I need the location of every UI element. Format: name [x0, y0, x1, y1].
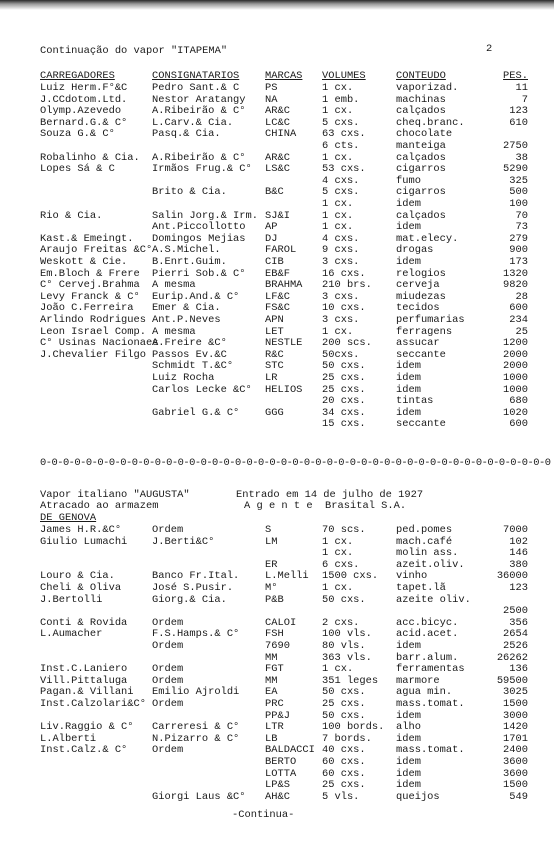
manifest-row-cell: 1 cx. — [322, 82, 354, 94]
manifest-row-weight: 3025 — [503, 686, 528, 699]
manifest-row-weight: 900 — [509, 244, 528, 257]
manifest-row-cell: 10 cxs. — [322, 302, 366, 315]
manifest-row-cell: idem — [396, 221, 421, 234]
manifest-row-weight: 610 — [509, 116, 528, 129]
manifest-row-cell: Pedro Sant.& C — [152, 82, 240, 94]
manifest-row-cell: Luiz Herm.F°&C — [40, 82, 128, 94]
manifest-row-cell: 1 cx. — [322, 535, 354, 548]
manifest-row-cell: F.S.Hamps.& C° — [152, 628, 240, 641]
manifest-row-cell: idem — [396, 709, 421, 722]
manifest-row-cell: PRC — [265, 698, 284, 710]
manifest-row-cell: LOTTA — [265, 767, 297, 780]
manifest-row-weight: 9820 — [503, 279, 528, 292]
manifest-row-cell: miudezas — [396, 290, 446, 303]
manifest-row-cell: Ordem — [152, 674, 184, 687]
manifest-row-cell: LB — [265, 732, 278, 745]
manifest-row-cell: fumo — [396, 174, 421, 187]
manifest-row-cell: PS — [265, 82, 278, 94]
manifest-row-cell: Lopes Sá & C — [40, 163, 115, 176]
manifest-row-cell: 100 bords. — [322, 721, 385, 734]
manifest-row-cell: 20 cxs. — [322, 395, 366, 408]
manifest-row-cell: 50 cxs. — [322, 360, 366, 373]
manifest-row-cell: azeit.oliv. — [396, 558, 465, 571]
manifest-row-cell: chocolate — [396, 128, 453, 141]
manifest-row-cell: 60 cxs. — [322, 756, 366, 768]
manifest-row-weight: 3600 — [503, 767, 528, 780]
manifest-row-cell: FSH — [265, 628, 284, 641]
manifest-row-cell: tapet.lã — [396, 582, 446, 594]
manifest-row-cell: Ordem — [152, 698, 184, 710]
manifest-row-cell: idem — [396, 383, 421, 396]
manifest-row-cell: James H.R.&C° — [40, 524, 122, 536]
manifest-row-weight: 2750 — [503, 140, 528, 152]
manifest-row-cell: Conti & Rovida — [40, 616, 128, 629]
manifest-row-cell: LC&C — [265, 116, 290, 129]
manifest-row-cell: perfumarias — [396, 314, 465, 326]
manifest-row-cell: Em.Bloch & Frere — [40, 267, 140, 280]
manifest-row-weight: 2654 — [503, 628, 528, 641]
vessel-name: Vapor italiano "AUGUSTA" — [40, 489, 190, 501]
manifest-row-cell: 351 leges — [322, 674, 379, 687]
manifest-row-cell: 15 cxs. — [322, 418, 366, 431]
manifest-row-cell: N.Pizarro & C° — [152, 732, 240, 745]
manifest-row-weight: 7 — [521, 93, 528, 106]
manifest-row-weight: 380 — [509, 558, 528, 571]
manifest-row-cell: 5 cxs. — [322, 116, 360, 129]
manifest-row-cell: Souza G.& C° — [40, 128, 115, 141]
manifest-row-weight: 70 — [515, 209, 528, 222]
vessel-agent: A g e n t e Brasital S.A. — [244, 500, 407, 512]
manifest-row-weight: 36000 — [496, 570, 528, 583]
manifest-row-cell: A mesma — [152, 325, 196, 338]
manifest-row-cell: Ordem — [152, 663, 184, 676]
manifest-row-cell: tecidos — [396, 302, 440, 315]
manifest-row-cell: LTR — [265, 721, 284, 734]
manifest-row-cell: 5 cxs. — [322, 186, 360, 199]
manifest-row-weight: 2500 — [503, 605, 528, 618]
manifest-row-cell: 100 vls. — [322, 628, 372, 641]
manifest-row-cell: 34 cxs. — [322, 406, 366, 419]
manifest-row-cell: Louro & Cia. — [40, 570, 115, 583]
manifest-row-cell: EA — [265, 686, 278, 699]
manifest-row-cell: idem — [396, 779, 421, 792]
manifest-row-cell: PP&J — [265, 709, 290, 722]
manifest-row-cell: B.Enrt.Guim. — [152, 256, 227, 268]
manifest-row-weight: 2000 — [503, 360, 528, 373]
manifest-row-cell: 1 cx. — [322, 325, 354, 338]
manifest-row-cell: Giorg.& Cia. — [152, 593, 227, 606]
manifest-row-cell: 50 cxs. — [322, 593, 366, 606]
manifest-row-cell: Eurip.And.& C° — [152, 290, 240, 303]
manifest-row-cell: MM — [265, 651, 278, 664]
manifest-row-cell: 25 cxs. — [322, 372, 366, 384]
manifest-row-cell: J.Chevalier Filgo — [40, 348, 147, 361]
manifest-row-weight: 11 — [515, 82, 528, 94]
manifest-row-cell: 25 cxs. — [322, 698, 366, 710]
manifest-row-cell: idem — [396, 732, 421, 745]
manifest-row-cell: Nestor Aratangy — [152, 93, 246, 106]
manifest-row-cell: Giorgi Laus &C° — [152, 790, 246, 803]
manifest-row-cell: agua min. — [396, 686, 453, 699]
manifest-row-weight: 123 — [509, 105, 528, 118]
manifest-row-weight: 38 — [515, 151, 528, 164]
manifest-row-cell: Salin Jorg.& Irm. — [152, 209, 259, 222]
manifest-row-cell: L.Alberti — [40, 732, 97, 745]
manifest-row-cell: 6 cts. — [322, 140, 360, 152]
manifest-row-cell: José S.Pusir. — [152, 582, 234, 594]
manifest-row-cell: SJ&I — [265, 209, 290, 222]
scan-edge-shadow — [0, 0, 554, 10]
manifest-row-weight: 2400 — [503, 744, 528, 757]
manifest-row-cell: Liv.Raggio & C° — [40, 721, 134, 734]
manifest-row-weight: 28 — [515, 290, 528, 303]
manifest-row-weight: 234 — [509, 314, 528, 326]
manifest-row-cell: A.Ribeirão & C° — [152, 105, 246, 118]
manifest-row-cell: acid.acet. — [396, 628, 459, 641]
manifest-row-cell: Emilio Ajroldi — [152, 686, 240, 699]
manifest-row-cell: 1 cx. — [322, 663, 354, 676]
manifest-row-weight: 100 — [509, 198, 528, 210]
manifest-row-cell: 2 cxs. — [322, 616, 360, 629]
manifest-row-cell: 70 scs. — [322, 524, 366, 536]
manifest-row-cell: DJ — [265, 232, 278, 245]
manifest-row-cell: marmore — [396, 674, 440, 687]
manifest-row-cell: Pasq.& Cia. — [152, 128, 221, 141]
manifest-row-cell: Bernard.G.& C° — [40, 116, 128, 129]
manifest-row-cell: Ant.Piccollotto — [152, 221, 246, 234]
manifest-row-cell: seccante — [396, 348, 446, 361]
manifest-row-cell: Ordem — [152, 640, 184, 652]
manifest-row-cell: Pierri Sob.& C° — [152, 267, 246, 280]
manifest-row-cell: L.Aumacher — [40, 628, 103, 641]
manifest-row-cell: 9 cxs. — [322, 244, 360, 257]
manifest-row-cell: Inst.C.Laniero — [40, 663, 128, 676]
manifest-row-weight: 73 — [515, 221, 528, 234]
manifest-row-cell: Carlos Lecke &C° — [152, 383, 252, 396]
manifest-row-weight: 7000 — [503, 524, 528, 536]
vessel-origin: DE GENOVA — [40, 512, 97, 524]
manifest-row-weight: 5290 — [503, 163, 528, 176]
manifest-row-cell: Cheli & Oliva — [40, 582, 122, 594]
manifest-row-weight: 1420 — [503, 721, 528, 734]
manifest-row-cell: barr.alum. — [396, 651, 459, 664]
column-header: PES. — [503, 70, 528, 82]
manifest-row-cell: cheq.branc. — [396, 116, 465, 129]
manifest-row-cell: B&C — [265, 186, 284, 199]
manifest-row-cell: 7690 — [265, 640, 290, 652]
manifest-row-cell: ferramentas — [396, 663, 465, 676]
manifest-row-weight: 325 — [509, 174, 528, 187]
manifest-row-cell: acc.bicyc. — [396, 616, 459, 629]
manifest-row-cell: 1 cx. — [322, 547, 354, 560]
manifest-row-cell: LM — [265, 535, 278, 548]
manifest-row-cell: 63 cxs. — [322, 128, 366, 141]
manifest-row-cell: Brito & Cia. — [152, 186, 227, 199]
manifest-row-cell: Levy Franck & C° — [40, 290, 140, 303]
manifest-row-cell: LS&C — [265, 163, 290, 176]
manifest-row-cell: Emer & Cia. — [152, 302, 221, 315]
manifest-row-cell: 3 cxs. — [322, 314, 360, 326]
manifest-row-cell: Banco Fr.Ital. — [152, 570, 240, 583]
manifest-row-cell: FS&C — [265, 302, 290, 315]
manifest-row-cell: idem — [396, 406, 421, 419]
manifest-row-cell: molin ass. — [396, 547, 459, 560]
manifest-row-cell: J.Berti&C° — [152, 535, 215, 548]
manifest-row-cell: Vill.Pittaluga — [40, 674, 128, 687]
manifest-row-cell: FGT — [265, 663, 284, 676]
continues-footer: -Continua- — [232, 809, 295, 821]
manifest-row-weight: 2000 — [503, 348, 528, 361]
manifest-row-cell: 50 cxs. — [322, 709, 366, 722]
manifest-row-weight: 25 — [515, 325, 528, 338]
manifest-row-weight: 1500 — [503, 698, 528, 710]
manifest-row-cell: NESTLE — [265, 337, 303, 350]
manifest-row-cell: 5 vls. — [322, 790, 360, 803]
manifest-row-weight: 1701 — [503, 732, 528, 745]
manifest-row-cell: 6 cxs. — [322, 558, 360, 571]
manifest-row-cell: ferragens — [396, 325, 453, 338]
manifest-row-cell: Olymp.Azevedo — [40, 105, 122, 118]
manifest-row-cell: 1 cx. — [322, 105, 354, 118]
manifest-row-cell: assucar — [396, 337, 440, 350]
manifest-row-cell: Arlindo Rodrigues — [40, 314, 147, 326]
manifest-row-cell: CALOI — [265, 616, 297, 629]
manifest-row-cell: mass.tomat. — [396, 698, 465, 710]
manifest-row-cell: LET — [265, 325, 284, 338]
manifest-row-weight: 146 — [509, 547, 528, 560]
manifest-row-cell: A mesma — [152, 279, 196, 292]
manifest-row-cell: idem — [396, 360, 421, 373]
manifest-row-cell: Robalinho & Cia. — [40, 151, 140, 164]
manifest-row-cell: CIB — [265, 256, 284, 268]
manifest-row-cell: mach.café — [396, 535, 453, 548]
manifest-row-cell: BRAHMA — [265, 279, 303, 292]
manifest-row-cell: ER — [265, 558, 278, 571]
manifest-row-cell: HELIOS — [265, 383, 303, 396]
column-header: VOLUMES — [322, 70, 366, 82]
dotted-separator: 0-0-0-0-0-0-0-0-0-0-0-0-0-0-0-0-0-0-0-0-0-0-0-0-0-0-0-0-0-0-0-0-0-0-0-0-0-0-0-0-0-0-0-0-0 — [40, 457, 551, 469]
manifest-row-cell: Weskott & Cie. — [40, 256, 128, 268]
manifest-row-cell: idem — [396, 198, 421, 210]
manifest-row-cell: 4 cxs. — [322, 174, 360, 187]
manifest-row-weight: 1320 — [503, 267, 528, 280]
manifest-row-cell: Inst.Calz.& C° — [40, 744, 128, 757]
manifest-row-weight: 1000 — [503, 383, 528, 396]
manifest-row-cell: BERTO — [265, 756, 297, 768]
manifest-row-cell: Ordem — [152, 524, 184, 536]
manifest-row-cell: cigarros — [396, 163, 446, 176]
manifest-row-cell: tintas — [396, 395, 434, 408]
manifest-row-cell: A.Ribeirão & C° — [152, 151, 246, 164]
manifest-row-cell: Ordem — [152, 744, 184, 757]
manifest-row-cell: idem — [396, 372, 421, 384]
manifest-row-cell: mat.elecy. — [396, 232, 459, 245]
manifest-row-cell: Luiz Rocha — [152, 372, 215, 384]
manifest-row-cell: 50 cxs. — [322, 686, 366, 699]
manifest-row-cell: Rio & Cia. — [40, 209, 103, 222]
manifest-row-cell: 1500 cxs. — [322, 570, 379, 583]
manifest-row-cell: idem — [396, 640, 421, 652]
manifest-row-cell: AH&C — [265, 790, 290, 803]
manifest-row-cell: M° — [265, 582, 278, 594]
manifest-row-weight: 3600 — [503, 756, 528, 768]
page-number: 2 — [486, 43, 493, 55]
manifest-row-cell: L.Carv.& Cia. — [152, 116, 234, 129]
manifest-row-cell: MM — [265, 674, 278, 687]
manifest-row-weight: 600 — [509, 302, 528, 315]
manifest-row-cell: GGG — [265, 406, 284, 419]
manifest-row-cell: Carreresi & C° — [152, 721, 240, 734]
manifest-row-cell: J.CCdotom.Ltd. — [40, 93, 128, 106]
manifest-row-cell: cerveja — [396, 279, 440, 292]
column-header: CONTEUDO — [396, 70, 446, 82]
manifest-row-cell: 200 scs. — [322, 337, 372, 350]
manifest-row-cell: 16 cxs. — [322, 267, 366, 280]
manifest-row-cell: 40 cxs. — [322, 744, 366, 757]
manifest-row-weight: 1020 — [503, 406, 528, 419]
manifest-row-cell: 3 cxs. — [322, 290, 360, 303]
manifest-row-cell: 53 cxs. — [322, 163, 366, 176]
manifest-row-cell: ped.pomes — [396, 524, 453, 536]
manifest-row-weight: 26262 — [496, 651, 528, 664]
manifest-row-cell: R&C — [265, 348, 284, 361]
manifest-row-cell: 1 emb. — [322, 93, 360, 106]
manifest-row-cell: manteiga — [396, 140, 446, 152]
manifest-row-weight: 680 — [509, 395, 528, 408]
manifest-row-weight: 102 — [509, 535, 528, 548]
manifest-row-cell: FAROL — [265, 244, 297, 257]
manifest-row-cell: queijos — [396, 790, 440, 803]
manifest-row-cell: idem — [396, 756, 421, 768]
manifest-row-cell: C° Cervej.Brahma — [40, 279, 140, 292]
manifest-row-cell: 25 cxs. — [322, 383, 366, 396]
manifest-row-cell: Domingos Mejias — [152, 232, 246, 245]
manifest-row-cell: Irmãos Frug.& C° — [152, 163, 252, 176]
manifest-row-cell: LF&C — [265, 290, 290, 303]
manifest-row-cell: EB&F — [265, 267, 290, 280]
manifest-row-cell: 1 cx. — [322, 221, 354, 234]
manifest-row-cell: Schmidt T.&C° — [152, 360, 234, 373]
vessel-berth: Atracado ao armazem — [40, 500, 159, 512]
manifest-row-cell: Kast.& Emeingt. — [40, 232, 134, 245]
manifest-row-cell: 25 cxs. — [322, 779, 366, 792]
manifest-row-cell: C° Usinas Nacionaes — [40, 337, 159, 350]
manifest-row-weight: 1200 — [503, 337, 528, 350]
manifest-row-cell: Inst.Calzolari&C° — [40, 698, 147, 710]
manifest-row-weight: 136 — [509, 663, 528, 676]
manifest-row-cell: CHINA — [265, 128, 297, 141]
manifest-row-cell: J.Bertolli — [40, 593, 103, 606]
manifest-row-cell: drogas — [396, 244, 434, 257]
manifest-row-cell: Gabriel G.& C° — [152, 406, 240, 419]
manifest-row-cell: 1 cx. — [322, 198, 354, 210]
manifest-row-weight: 600 — [509, 418, 528, 431]
manifest-row-cell: Giulio Lumachi — [40, 535, 128, 548]
manifest-row-cell: machinas — [396, 93, 446, 106]
manifest-row-cell: relogios — [396, 267, 446, 280]
manifest-row-cell: LP&S — [265, 779, 290, 792]
column-header: CONSIGNATARIOS — [152, 70, 240, 82]
manifest-row-cell: 3 cxs. — [322, 256, 360, 268]
manifest-row-cell: mass.tomat. — [396, 744, 465, 757]
manifest-row-cell: Araujo Freitas &C° — [40, 244, 153, 257]
manifest-row-weight: 279 — [509, 232, 528, 245]
manifest-row-cell: idem — [396, 767, 421, 780]
manifest-row-cell: vaporizad. — [396, 82, 459, 94]
manifest-row-weight: 59500 — [496, 674, 528, 687]
manifest-row-cell: S — [265, 524, 272, 536]
manifest-row-weight: 123 — [509, 582, 528, 594]
manifest-row-cell: vinho — [396, 570, 428, 583]
manifest-row-cell: A.S.Michel. — [152, 244, 221, 257]
manifest-row-cell: 210 brs. — [322, 279, 372, 292]
manifest-row-cell: Passos Ev.&C — [152, 348, 227, 361]
manifest-row-cell: AR&C — [265, 151, 290, 164]
manifest-row-cell: seccante — [396, 418, 446, 431]
manifest-row-cell: 80 vls. — [322, 640, 366, 652]
manifest-row-cell: alho — [396, 721, 421, 734]
manifest-row-cell: BALDACCI — [265, 744, 315, 757]
manifest-row-cell: 4 cxs. — [322, 232, 360, 245]
manifest-row-cell: APN — [265, 314, 284, 326]
manifest-row-cell: 363 vls. — [322, 651, 372, 664]
manifest-row-cell: calçados — [396, 209, 446, 222]
manifest-row-cell: idem — [396, 256, 421, 268]
manifest-row-cell: L.Melli — [265, 570, 309, 583]
manifest-row-weight: 1000 — [503, 372, 528, 384]
manifest-row-weight: 356 — [509, 616, 528, 629]
manifest-row-cell: azeite oliv. — [396, 593, 471, 606]
manifest-row-cell: cigarros — [396, 186, 446, 199]
manifest-row-cell: NA — [265, 93, 278, 106]
page-title: Continuação do vapor "ITAPEMA" — [40, 45, 228, 57]
manifest-row-cell: 60 cxs. — [322, 767, 366, 780]
vessel-arrival: Entrado em 14 de julho de 1927 — [236, 489, 424, 501]
manifest-row-cell: 1 cx. — [322, 582, 354, 594]
manifest-row-cell: Pagan.& Villani — [40, 686, 134, 699]
manifest-row-weight: 1500 — [503, 779, 528, 792]
manifest-row-weight: 173 — [509, 256, 528, 268]
manifest-row-cell: 1 cx. — [322, 209, 354, 222]
manifest-row-cell: AP — [265, 221, 278, 234]
manifest-row-cell: 7 bords. — [322, 732, 372, 745]
manifest-row-cell: calçados — [396, 105, 446, 118]
manifest-row-cell: AR&C — [265, 105, 290, 118]
manifest-row-weight: 500 — [509, 186, 528, 199]
column-header: MARCAS — [265, 70, 303, 82]
manifest-row-cell: Leon Israel Comp. — [40, 325, 147, 338]
manifest-row-weight: 3000 — [503, 709, 528, 722]
manifest-row-cell: A.Freire &C° — [152, 337, 227, 350]
manifest-row-cell: STC — [265, 360, 284, 373]
manifest-row-cell: Ant.P.Neves — [152, 314, 221, 326]
manifest-row-cell: 1 cx. — [322, 151, 354, 164]
manifest-row-weight: 549 — [509, 790, 528, 803]
manifest-row-cell: 50cxs. — [322, 348, 360, 361]
manifest-row-cell: LR — [265, 372, 278, 384]
column-header: CARREGADORES — [40, 70, 115, 82]
manifest-row-cell: calçados — [396, 151, 446, 164]
manifest-row-cell: Ordem — [152, 616, 184, 629]
manifest-row-cell: P&B — [265, 593, 284, 606]
manifest-row-cell: João C.Ferreira — [40, 302, 134, 315]
manifest-row-weight: 2526 — [503, 640, 528, 652]
